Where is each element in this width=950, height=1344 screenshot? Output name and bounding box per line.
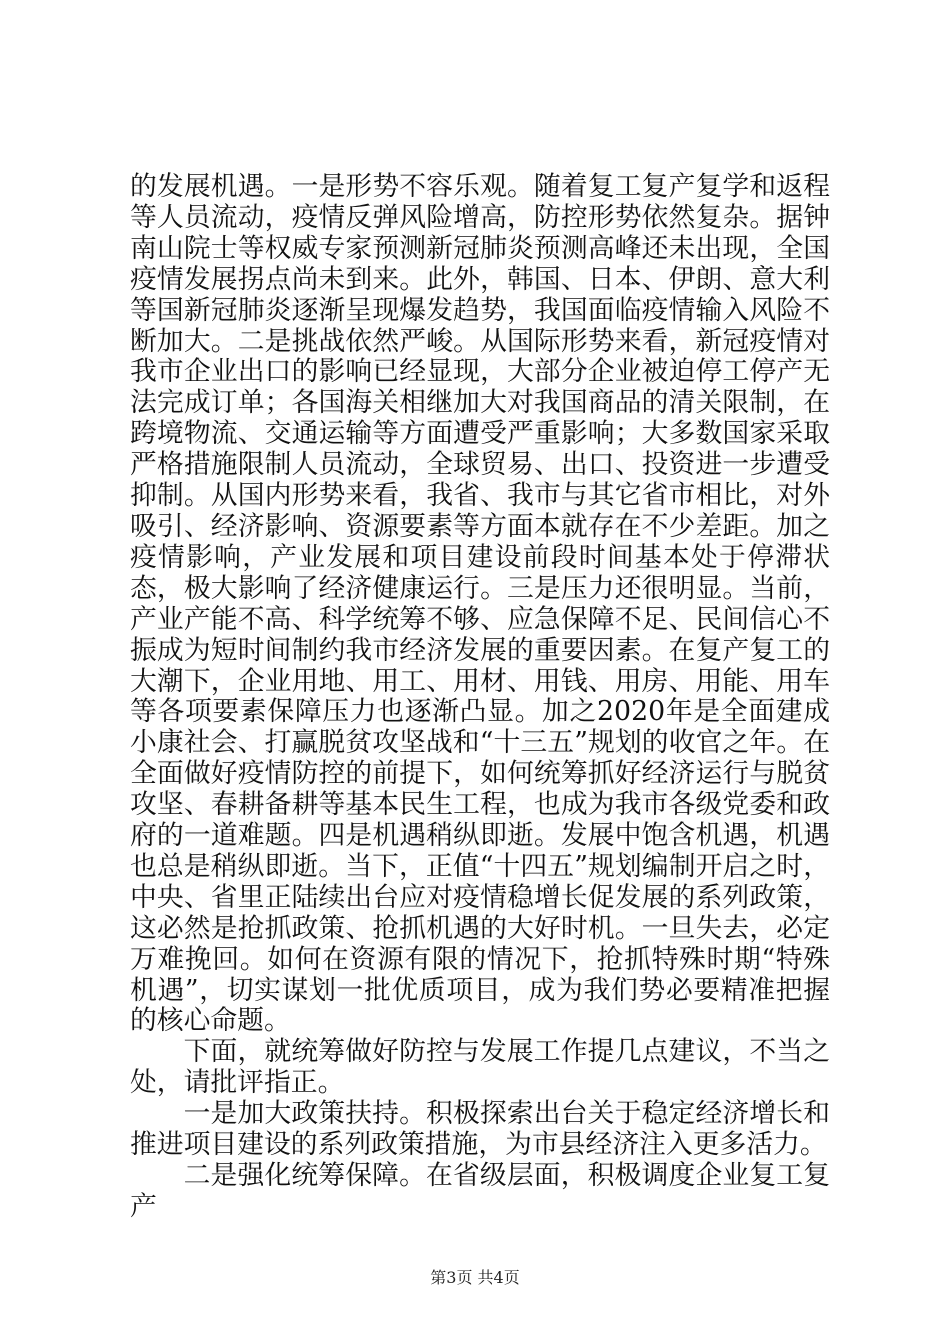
paragraph-continued: 的发展机遇。一是形势不容乐观。随着复工复产复学和返程等人员流动，疫情反弹风险增高，防控形势依然复杂。据钟南山院士等权威专家预测新冠肺炎预测高峰还未出现，全国疫情发展拐点尚未到来。此外，韩国、日本、伊朗、意大利等国新冠肺炎逐渐呈现爆发趋势，我国面临疫情输入风险不断加大。二是挑战依然严峻。从国际形势来看，新冠疫情对我市企业出口的影响已经显现，大部分企业被迫停工停产无法完成订单；各国海关相继加大对我国商品的清关限制，在跨境物流、交通运输等方面遭受严重影响；大多数国家采取严格措施限制人员流动，全球贸易、出口、投资进一步遭受抑制。从国内形势来看，我省、我市与其它省市相比，对外吸引、经济影响、资源要素等方面本就存在不少差距。加之疫情影响，产业发展和项目建设前段时间基本处于停滞状态，极大影响了经济健康运行。三是压力还很明显。当前，产业产能不高、科学统筹不够、应急保障不足、民间信心不振成为短时间制约我市经济发展的重要因素。在复产复工的大潮下，企业用地、用工、用材、用钱、用房、用能、用车等各项要素保障压力也逐渐凸显。加之2020年是全面建成小康社会、打赢脱贫攻坚战和“十三五”规划的收官之年。在全面做好疫情防控的前提下，如何统筹抓好经济运行与脱贫攻坚、春耕备耕等基本民生工程，也成为我市各级党委和政府的一道难题。四是机遇稍纵即逝。发展中饱含机遇，机遇也总是稍纵即逝。当下，正值“十四五”规划编制开启之时，中央、省里正陆续出台应对疫情稳增长促发展的系列政策，这必然是抢抓政策、抢抓机遇的大好时机。一旦失去，必定万难挽回。如何在资源有限的情况下，抢抓特殊时期“特殊机遇”，切实谋划一批优质项目，成为我们势必要精准把握的核心命题。	[130, 171, 830, 1037]
document-body	[130, 172, 830, 1223]
page-footer: 第3页 共4页	[430, 1268, 520, 1287]
paragraph-suggestion-2: 二是强化统筹保障。在省级层面，积极调度企业复工复产	[130, 1160, 830, 1222]
paragraph-intro-suggestions: 下面，就统筹做好防控与发展工作提几点建议，不当之处，请批评指正。	[130, 1036, 830, 1099]
paragraph-suggestion-1: 一是加大政策扶持。积极探索出台关于稳定经济增长和推进项目建设的系列政策措施，为市县经济注入更多活力。	[130, 1098, 830, 1161]
